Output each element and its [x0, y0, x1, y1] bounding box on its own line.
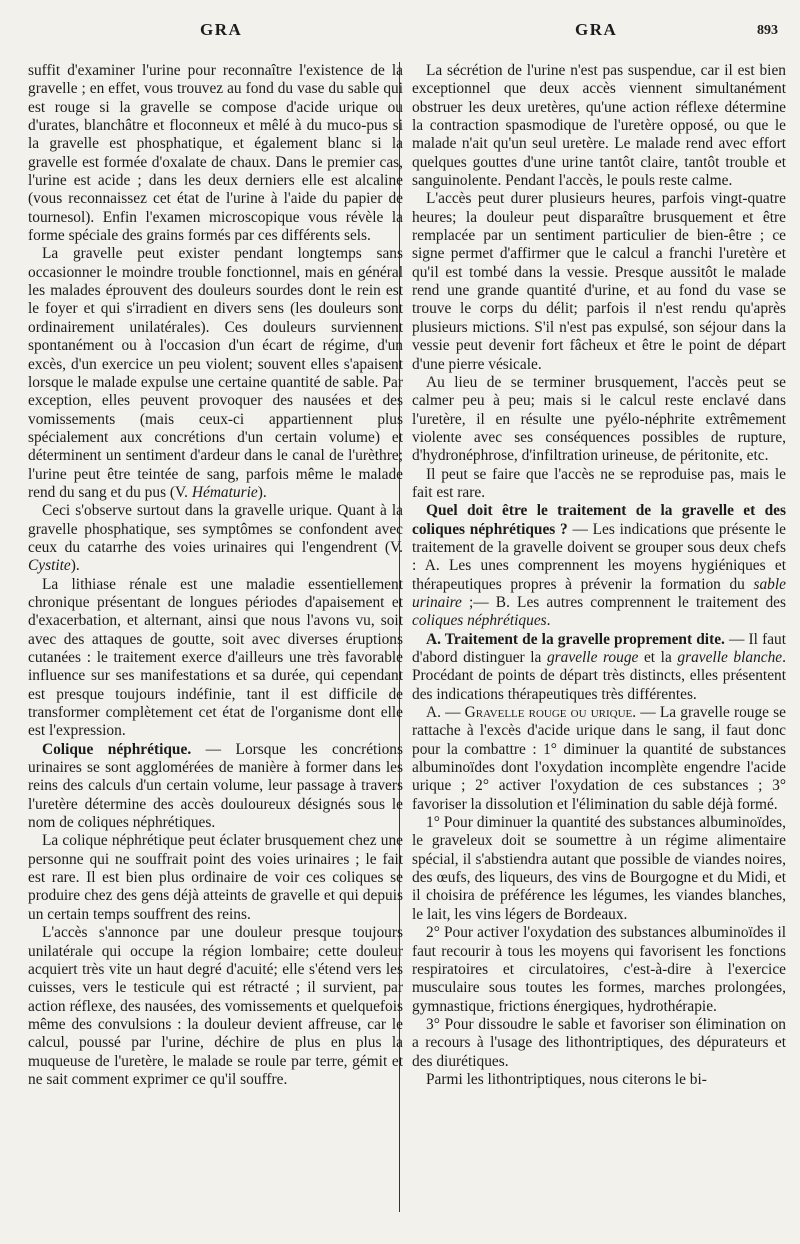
paragraph: 3° Pour dissoudre le sable et favoriser son élimination on a recours à l'usage des lithontriptiques, des dépurateurs et des diurétiques.: [412, 1015, 786, 1070]
paragraph: [28, 741, 403, 833]
cross-reference: Hématurie: [191, 483, 258, 501]
header-right-word: GRA: [575, 20, 618, 39]
paragraph: L'accès s'annonce par une douleur presque toujours unilatérale qui occupe la région lombaire; cette douleur acquiert très vite un haut degré d'acuité; elle s'étend vers les cuisses, vers le testicule qui est rétracté ; il survient, par action réflexe, des nausées, des vomissements et quelquefois même des convulsions : la douleur devient affreuse, car le calcul, poussé par l'urine, déchire de plus en plus la muqueuse de l'uretère, le malade se roule par terre, gémit et ne sait comment exprimer ce qu'il souffre.: [28, 924, 403, 1088]
subsection-heading: A. — Gravelle rouge ou urique.: [426, 704, 637, 722]
paragraph: 1° Pour diminuer la quantité des substances albuminoïdes, le graveleux doit se soumettre à un régime alimentaire spécial, il s'abstiendra autant que possible de viandes noires, des œufs, des liqueurs, des vins de Bourgogne et du Midi, et il choisira de préférence les légumes, les viandes blanches, le lait, les vins légers de Bordeaux.: [412, 814, 786, 923]
paragraph: [412, 704, 786, 814]
page-number: 893: [757, 23, 778, 38]
paragraph-text: La gravelle peut exister pendant longtemps sans occasionner le moindre trouble fonctionnel, mais en général les malades éprouvent des douleurs sourdes dont le rein est le foyer et qui s'irradient en divers sens (les douleurs sont ordinairement unilatérales). Ces douleurs surviennent spontanément ou à l'occasion d'un écart de régime, d'un excès, d'un exercice un peu violent; souvent elles s'apaisent lorsque le malade expulse une certaine quantité de sable. Par exception, elles peuvent provoquer des nausées et des vomissements (mais ceux-ci appartiennent plus spécialement aux concrétions d'un certain volume) et déterminent un sentiment d'ardeur dans le canal de l'urèthre; l'urine peut être teintée de sang, parfois même le malade rend du sang et du pus (V.: [28, 245, 403, 501]
header-left-word: GRA: [200, 20, 243, 39]
section-heading: Colique néphrétique.: [42, 740, 192, 758]
paragraph-text-end: ).: [70, 557, 80, 575]
paragraph-text: — La gravelle rouge se rattache à l'excès d'acide urique dans le sang, il faut donc pour la combattre : 1° diminuer la quantité de substances albuminoïdes dont l'oxydation incomplète engendre l'acide urique ; 2° activer l'oxydation de ces substances ; 3° favoriser la dissolution et l'élimination du sable déjà formé.: [412, 704, 786, 813]
emphasis: sable urinaire: [412, 575, 786, 611]
paragraph: Il peut se faire que l'accès ne se reproduise pas, mais le fait est rare.: [412, 465, 786, 501]
paragraph: Au lieu de se terminer brusquement, l'accès peut se calmer peu à peu; mais si le calcul reste enclavé dans l'uretère, il en résulte une pyélo-néphrite extrêmement violente avec ses conséquences possibles de rupture, d'hydronéphrose, d'infiltration urineuse, de péritonite, etc.: [412, 373, 786, 465]
cross-reference: Cystite: [28, 557, 71, 575]
running-header: [0, 20, 800, 46]
paragraph: [412, 502, 786, 630]
paragraph: L'accès peut durer plusieurs heures, parfois vingt-quatre heures; la douleur peut disparaître brusquement et être remplacée par un sentiment particulier de bien-être ; ce signe permet d'affirmer que le calcul a franchi l'uretère et qu'il est tombé dans la vessie. Presque aussitôt le malade rend une grande quantité d'urine, et au fond du vase se trouve le corps du délit; parfois il n'est rendu qu'après plusieurs mictions. S'il n'est pas expulsé, son séjour dans la vessie peut devenir fort fâcheux et être le point de départ d'une pierre vésicale.: [412, 190, 786, 373]
paragraph-text: Ceci s'observe surtout dans la gravelle urique. Quant à la gravelle phosphatique, ses symptômes se confondent avec ceux du catarrhe des voies urinaires qui l'engendrent (V.: [28, 502, 403, 556]
paragraph: 2° Pour activer l'oxydation des substances albuminoïdes il faut recourir à tous les moyens qui favorisent les fonctions respiratoires et circulatoires, c'est-à-dire à l'exercice musculaire sous toutes les formes, marches prolongées, gymnastique, frictions énergiques, hydrothérapie.: [412, 924, 786, 1015]
paragraph: Parmi les lithontriptiques, nous citerons le bi-: [426, 1070, 707, 1088]
section-heading: Quel doit être le traitement de la gravelle et des coliques néphrétiques ?: [412, 502, 786, 538]
paragraph-text: ;— B. Les autres comprennent le traitement des: [461, 593, 786, 611]
paragraph: [28, 245, 403, 502]
paragraph: La sécrétion de l'urine n'est pas suspendue, car il est bien exceptionnel que deux accès viennent simultanément obstruer les deux uretères, qu'une action réflexe détermine la contraction spasmodique de l'uretère opposé, ou que le malade n'ait qu'un seul uretère. Le malade rend avec effort quelques gouttes d'une urine tantôt claire, tantôt trouble et sanguinolente. Pendant l'accès, le pouls reste calme.: [412, 62, 786, 190]
section-heading: A. Traitement de la gravelle proprement dite.: [426, 630, 725, 648]
emphasis: gravelle rouge: [546, 649, 639, 666]
paragraph: suffit d'examiner l'urine pour reconnaître l'existence de la gravelle ; en effet, vous trouvez au fond du vase du sable qui est rouge si la gravelle se compose d'acide urique ou d'urates, blanchâtre et floconneux et mêlé à du muco-pus si la gravelle est phosphatique, et également blanc si la gravelle est formée d'oxalate de chaux. Dans le premier cas, l'urine est acide ; dans les deux derniers elle est alcaline (vous reconnaissez cet état de l'urine à l'aide du papier de tournesol). Enfin l'examen microscopique vous révèle la forme spéciale des grains formés par ces différents sels.: [28, 62, 403, 245]
paragraph: La lithiase rénale est une maladie essentiellement chronique présentant de longues périodes d'apaisement et d'exacerbation, et alternant, ainsi que nous l'avons vu, soit avec des attaques de goutte, soit avec diverses éruptions cutanées : le traitement exerce d'ailleurs une très favorable influence sur ses manifestations et sa durée, qui cependant est presque toujours indéfinie, tant il est difficile de transformer complètement cet état de l'organisme dont elle est l'expression.: [28, 575, 403, 740]
emphasis: coliques néphrétiques: [412, 612, 547, 630]
paragraph: [28, 502, 403, 575]
paragraph-text-end: . Procédant de points de départ très distincts, elles présentent des indications thérapeutiques très différentes.: [412, 649, 786, 703]
paragraph-text: et la: [638, 649, 678, 666]
paragraph-text-end: ).: [257, 483, 267, 501]
paragraph-text: — Les indications que présente le traitement de la gravelle doivent se grouper sous deux chefs : A. Les unes comprennent les moyens hygiéniques et thérapeutiques propres à prévenir la formation du: [412, 520, 786, 593]
paragraph-text: — Il faut d'abord distinguer la: [412, 630, 786, 666]
emphasis: gravelle blanche: [677, 649, 783, 666]
paragraph-text-end: .: [546, 612, 551, 630]
right-column: [412, 62, 786, 1232]
paragraph-text: — Lorsque les concrétions urinaires se sont agglomérées de manière à former dans les reins des calculs d'un certain volume, leur passage à travers l'uretère détermine des accès douloureux désignés sous le nom de coliques néphrétiques.: [28, 740, 403, 832]
left-column: [28, 62, 403, 1232]
paragraph: [412, 631, 786, 704]
paragraph: La colique néphrétique peut éclater brusquement chez une personne qui ne souffrait point des voies urinaires ; le fait est rare. Il est bien plus ordinaire de voir ces coliques se produire chez des gens déjà atteints de gravelle et qui depuis un certain temps souffrent des reins.: [28, 832, 403, 923]
